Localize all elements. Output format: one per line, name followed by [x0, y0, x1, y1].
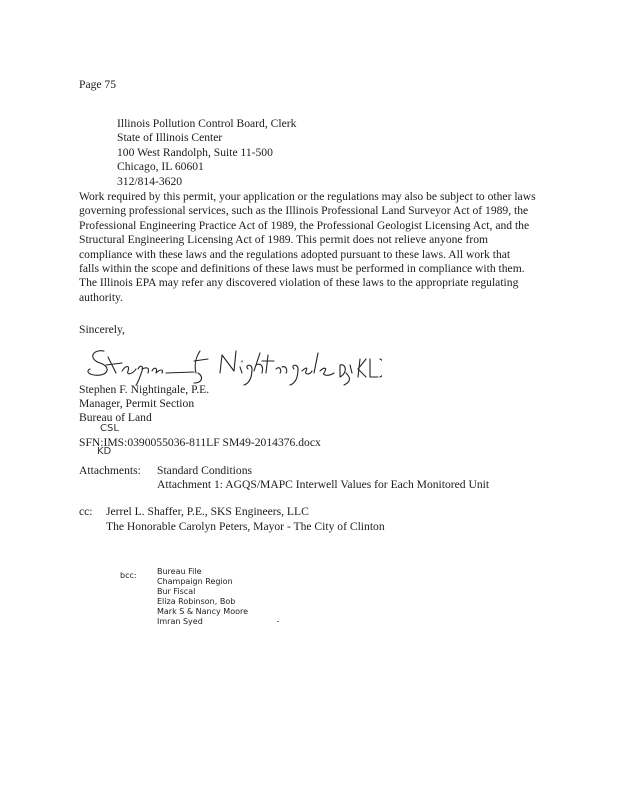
bcc-item: Champaign Region [157, 577, 233, 586]
body-line: authority. [79, 290, 124, 304]
signer-name: Stephen F. Nightingale, P.E. [79, 383, 210, 396]
address-line: State of Illinois Center [117, 131, 223, 145]
address-line: 100 West Randolph, Suite 11-500 [117, 145, 273, 159]
signer-bureau: Bureau of Land [79, 411, 152, 424]
attachment-item: Standard Conditions [157, 464, 253, 477]
address-line: Chicago, IL 60601 [117, 160, 204, 174]
body-line: compliance with these laws and the regulations adopted pursuant to these laws. All work that [79, 247, 511, 261]
signer-title: Manager, Permit Section [79, 397, 195, 410]
page-number: Page 75 [79, 78, 117, 91]
attachment-item: Attachment 1: AGQS/MAPC Interwell Values for Each Monitored Unit [157, 478, 490, 491]
bcc-item: Bur Fiscal [157, 587, 196, 596]
scan-mark [277, 621, 279, 622]
body-line: Professional Engineering Practice Act of 1989, the Professional Geologist Licensing Act, and the [79, 218, 530, 232]
bcc-item: Eliza Robinson, Bob [157, 597, 236, 606]
body-line: Work required by this permit, your application or the regulations may also be subject to other laws [79, 190, 536, 203]
body-paragraph [79, 190, 557, 305]
attachments-label: Attachments: [79, 464, 141, 477]
handwritten-initials-top: CSL [100, 423, 119, 434]
body-line: governing professional services, such as the Illinois Professional Land Surveyor Act of 1989, the [79, 204, 529, 218]
bcc-item: Imran Syed [157, 617, 203, 626]
handwritten-initials-bottom: KD [97, 446, 112, 457]
closing: Sincerely, [79, 323, 125, 336]
address-line: Illinois Pollution Control Board, Clerk [117, 117, 297, 130]
address-line: 312/814-3620 [117, 174, 183, 188]
body-line: The Illinois EPA may refer any discovered violation of these laws to the appropriate regulating [79, 276, 519, 290]
signature-image [82, 343, 382, 388]
cc-item: The Honorable Carolyn Peters, Mayor - The City of Clinton [106, 520, 385, 533]
bcc-item: Bureau File [157, 567, 202, 576]
bcc-item: Mark S & Nancy Moore [157, 607, 249, 616]
cc-item: Jerrel L. Shaffer, P.E., SKS Engineers, LLC [106, 505, 309, 518]
bcc-label: bcc: [120, 571, 137, 580]
address-block [117, 117, 296, 189]
cc-label: cc: [79, 505, 93, 518]
body-line: falls within the scope and definitions of these laws must be performed in compliance with them. [79, 261, 525, 275]
file-reference: SFN:IMS:0390055036-811LF SM49-2014376.docx [79, 436, 321, 449]
body-line: Structural Engineering Licensing Act of 1989. This permit does not relieve anyone from [79, 233, 489, 247]
